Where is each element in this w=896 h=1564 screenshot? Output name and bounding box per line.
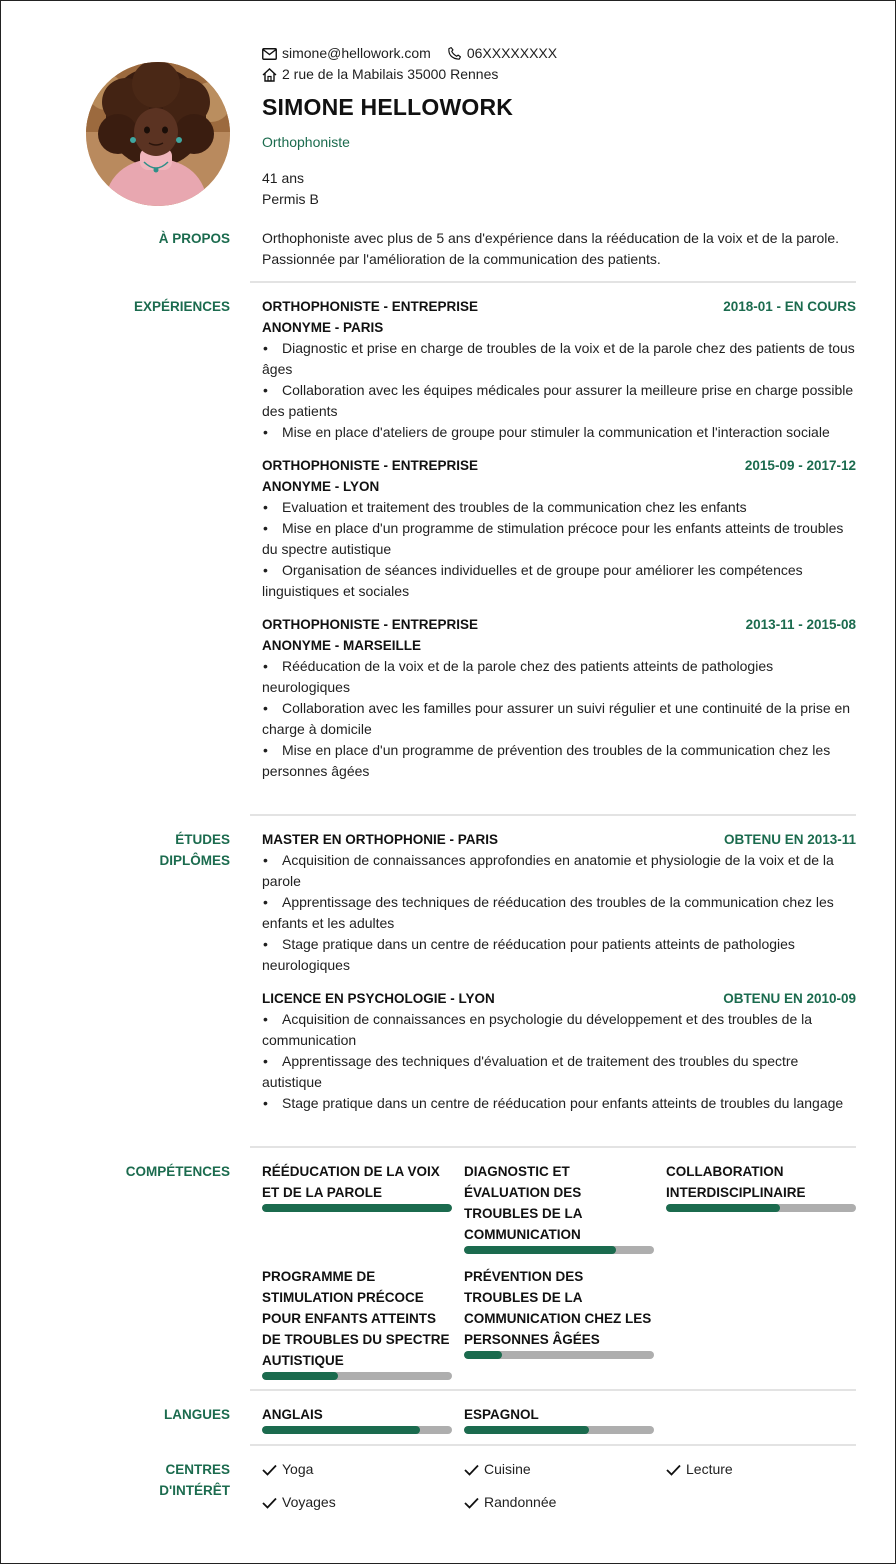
experience-bullets [262,338,856,443]
age-text: 41 ans [262,170,305,186]
experience-date: 2013-11 - 2015-08 [745,617,856,632]
contact-line-2 [262,64,862,85]
skill-level-bar [262,1372,452,1380]
bullet-item: • Mise en place d'ateliers de groupe pour stimuler la communication et l'interaction sociale [263,424,830,440]
bullet-item: • Collaboration avec les familles pour assurer un suivi régulier et une continuité de la prise en charge à domicile [262,700,851,737]
interest-item: Cuisine [464,1459,666,1480]
skill-level-fill [464,1246,616,1254]
avatar-illustration [86,62,230,206]
education-bullets [262,850,856,976]
education-date: OBTENU EN 2010-09 [723,991,856,1006]
email-contact[interactable] [262,43,431,64]
bullet-item: • Organisation de séances individuelles et de groupe pour améliorer les compétences linguistiques et sociales [262,562,803,599]
skill-name: DIAGNOSTIC ET ÉVALUATION DES TROUBLES DE LA COMMUNICATION [464,1164,582,1242]
experience-date: 2015-09 - 2017-12 [744,458,856,473]
language-level-bar [464,1426,654,1434]
interests-label: CENTRES D'INTÉRÊT [159,1462,230,1498]
bullet-item: • Apprentissage des techniques de rééducation des troubles de la communication chez les enfants et les adultes [262,894,834,931]
experience-title: ORTHOPHONISTE - ENTREPRISE [262,617,479,632]
interest-item: Randonnée [464,1492,666,1513]
skill-level-fill [262,1372,338,1380]
skill-level-fill [666,1204,780,1212]
home-icon [262,68,277,82]
resume-header [262,43,862,210]
checkmark-icon [464,1464,479,1476]
skill-name: COLLABORATION INTERDISCIPLINAIRE [666,1164,806,1200]
experience-title: ORTHOPHONISTE - ENTREPRISE [262,458,479,473]
experience-org: ANONYME - PARIS [262,320,384,335]
about-text: Orthophoniste avec plus de 5 ans d'expérience dans la rééducation de la voix et de la parole. Passionnée par l'amélioration de la communication des patients. [262,230,840,267]
address-text: 2 rue de la Mabilais 35000 Rennes [282,66,499,82]
checkmark-icon [666,1464,681,1476]
skills-grid [262,1161,856,1380]
experience-title: ORTHOPHONISTE - ENTREPRISE [262,299,479,314]
email-text: simone@hellowork.com [282,45,431,61]
divider [250,1444,856,1446]
bullet-item: • Mise en place d'un programme de stimulation précoce pour les enfants atteints de troubles du spectre autistique [262,520,844,557]
skill-level-bar [464,1246,654,1254]
interest-item: Lecture [666,1459,856,1480]
skill-level-bar [262,1204,452,1212]
languages-label: LANGUES [163,1407,230,1422]
phone-contact[interactable] [447,43,557,64]
experience-date: 2018-01 - EN COURS [723,299,856,314]
contact-line-1 [262,43,862,64]
experience-entry [262,614,856,782]
checkmark-icon [464,1497,479,1509]
education-date: OBTENU EN 2013-11 [723,832,856,847]
language-name: ESPAGNOL [464,1407,539,1422]
divider [250,1389,856,1391]
education-bullets [262,1009,856,1114]
language-level-fill [262,1426,420,1434]
skills-label: COMPÉTENCES [125,1164,230,1179]
experience-org: ANONYME - MARSEILLE [262,638,422,653]
divider [250,281,856,283]
language-level-bar [262,1426,452,1434]
skill-item [262,1266,452,1380]
education-list [262,829,856,1126]
language-item [262,1404,452,1434]
bullet-item: • Collaboration avec les équipes médicales pour assurer la meilleure prise en charge possible des patients [262,382,854,419]
skill-item [262,1161,452,1254]
phone-icon [447,46,462,61]
education-entry [262,988,856,1114]
divider [250,1146,856,1148]
experience-bullets [262,656,856,782]
languages-grid [262,1404,856,1434]
bullet-item: • Acquisition de connaissances en psychologie du développement et des troubles de la communication [262,1011,813,1048]
skill-item [666,1161,856,1254]
language-level-fill [464,1426,589,1434]
experiences-label: EXPÉRIENCES [133,299,230,314]
interest-item: Yoga [262,1459,464,1480]
skill-level-fill [464,1351,502,1359]
bullet-item: • Diagnostic et prise en charge de troubles de la voix et de la parole chez des patients de tous âges [262,340,855,377]
skill-name: PRÉVENTION DES TROUBLES DE LA COMMUNICATION CHEZ LES PERSONNES ÂGÉES [464,1269,652,1347]
skill-item [464,1161,654,1254]
envelope-icon [262,48,277,60]
education-title: MASTER EN ORTHOPHONIE - PARIS [262,832,499,847]
job-title: Orthophoniste [262,134,350,150]
about-label: À PROPOS [158,231,230,246]
bullet-item: • Acquisition de connaissances approfondies en anatomie et physiologie de la voix et de la parole [262,852,834,889]
skill-level-bar [666,1204,856,1212]
interests-grid [262,1459,856,1513]
checkmark-icon [262,1497,277,1509]
language-name: ANGLAIS [262,1407,323,1422]
candidate-meta [262,168,862,210]
experience-entry [262,296,856,443]
bullet-item: • Rééducation de la voix et de la parole chez des patients atteints de pathologies neurologiques [262,658,774,695]
skill-level-fill [262,1204,452,1212]
bullet-item: • Evaluation et traitement des troubles de la communication chez les enfants [263,499,747,515]
education-title: LICENCE EN PSYCHOLOGIE - LYON [262,991,495,1006]
interest-item: Voyages [262,1492,464,1513]
bullet-item: • Stage pratique dans un centre de rééducation pour enfants atteints de troubles du langage [263,1095,844,1111]
skill-item [464,1266,654,1380]
candidate-name: SIMONE HELLOWORK [262,94,514,120]
bullet-item: • Stage pratique dans un centre de rééducation pour patients atteints de pathologies neurologiques [262,936,795,973]
education-label: ÉTUDES DIPLÔMES [159,832,230,868]
experience-org: ANONYME - LYON [262,479,380,494]
skill-level-bar [464,1351,654,1359]
experience-bullets [262,497,856,602]
license-text: Permis B [262,191,319,207]
bullet-item: • Apprentissage des techniques d'évaluation et de traitement des troubles du spectre autistique [262,1053,799,1090]
experience-entry [262,455,856,602]
phone-text: 06XXXXXXXX [466,45,558,61]
skill-name: RÉÉDUCATION DE LA VOIX ET DE LA PAROLE [262,1164,440,1200]
divider [250,814,856,816]
address-contact [262,64,498,85]
language-item [464,1404,654,1434]
bullet-item: • Mise en place d'un programme de prévention des troubles de la communication chez les personnes âgées [262,742,831,779]
checkmark-icon [262,1464,277,1476]
skill-name: PROGRAMME DE STIMULATION PRÉCOCE POUR ENFANTS ATTEINTS DE TROUBLES DU SPECTRE AUTISTIQUE [262,1269,450,1368]
education-entry [262,829,856,976]
experiences-list [262,296,856,794]
profile-photo [86,62,230,206]
